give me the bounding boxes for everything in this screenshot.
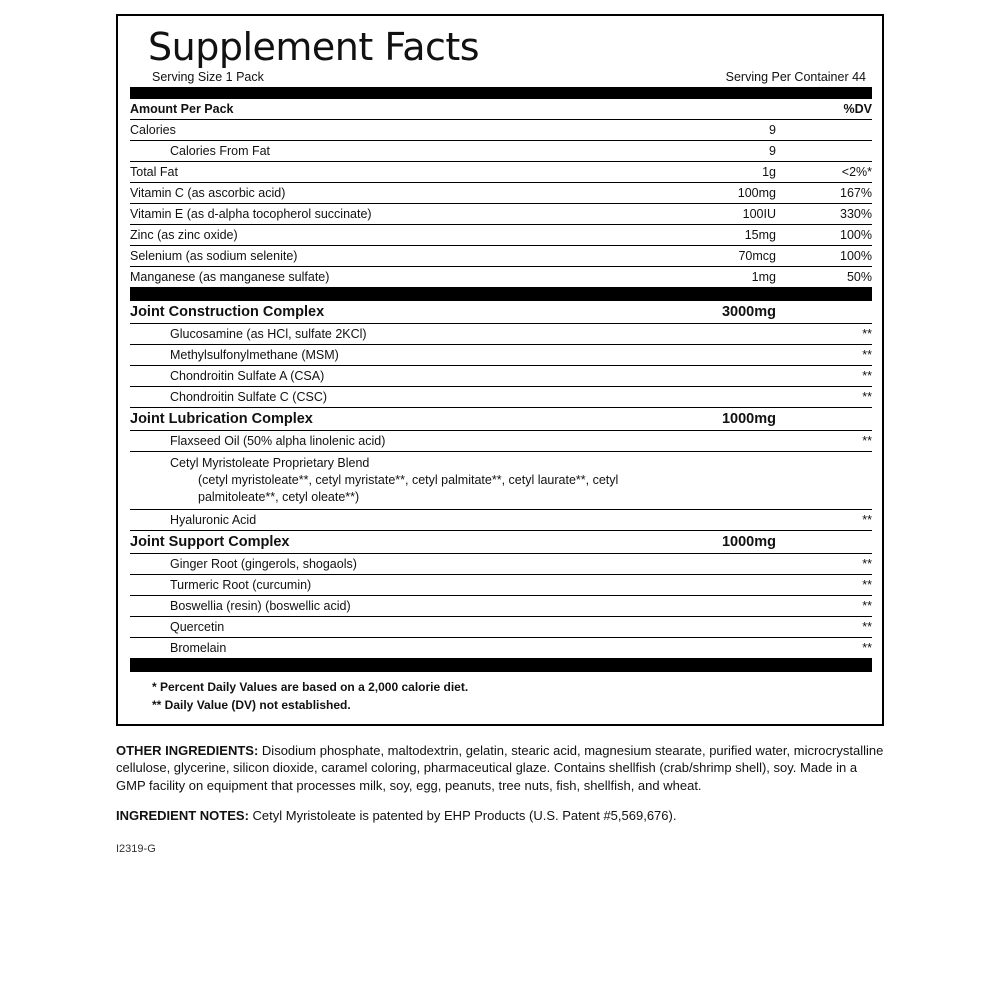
ingredient-name: Bromelain bbox=[170, 640, 227, 655]
ingredient-sublist: (cetyl myristoleate**, cetyl myristate**, cetyl palmitate**, cetyl laurate**, cetyl palmitoleate**, cetyl oleate**) bbox=[198, 472, 619, 504]
ingredient-amount bbox=[626, 574, 776, 595]
below-box-text bbox=[116, 742, 884, 826]
ingredient-dv: ** bbox=[776, 553, 872, 574]
group-amount: 3000mg bbox=[626, 301, 776, 324]
ingredient-dv: ** bbox=[776, 386, 872, 407]
table-row bbox=[130, 266, 872, 287]
ingredient-amount bbox=[626, 509, 776, 530]
table-row bbox=[130, 203, 872, 224]
table-row bbox=[130, 616, 872, 637]
table-row bbox=[130, 344, 872, 365]
ingredient-name: Cetyl Myristoleate Proprietary Blend bbox=[170, 455, 370, 470]
nutrient-name: Vitamin C (as ascorbic acid) bbox=[130, 182, 626, 203]
divider-bar-groups bbox=[130, 287, 872, 301]
supplement-facts-box bbox=[116, 14, 884, 726]
other-ingredients-label: OTHER INGREDIENTS: bbox=[116, 742, 259, 758]
table-row bbox=[130, 451, 872, 509]
divider-bar-footnotes bbox=[130, 658, 872, 672]
ingredient-dv: ** bbox=[776, 509, 872, 530]
document-code: I2319-G bbox=[116, 843, 156, 856]
ingredient-name: Hyaluronic Acid bbox=[130, 509, 626, 530]
table-row bbox=[130, 386, 872, 407]
table-row bbox=[130, 637, 872, 658]
nutrient-name: Total Fat bbox=[130, 161, 626, 182]
ingredient-dv: ** bbox=[776, 574, 872, 595]
serving-size: Serving Size 1 Pack bbox=[152, 69, 264, 84]
ingredient-dv bbox=[776, 451, 872, 509]
group-dv bbox=[776, 301, 872, 324]
table-row bbox=[130, 323, 872, 344]
nutrient-amount: 70mcg bbox=[626, 245, 776, 266]
nutrient-dv: 167% bbox=[776, 182, 872, 203]
ingredient-amount bbox=[626, 430, 776, 451]
ingredient-name: Chondroitin Sulfate A (CSA) bbox=[130, 365, 626, 386]
ingredient-name-with-sub bbox=[130, 451, 626, 509]
group-amount: 1000mg bbox=[626, 530, 776, 553]
table-row bbox=[130, 245, 872, 266]
nutrient-name: Vitamin E (as d-alpha tocopherol succinate) bbox=[130, 203, 626, 224]
table-row bbox=[130, 553, 872, 574]
nutrient-name: Calories From Fat bbox=[130, 140, 626, 161]
group-name: Joint Lubrication Complex bbox=[130, 407, 626, 430]
ingredient-name: Quercetin bbox=[130, 616, 626, 637]
table-header-row bbox=[130, 99, 872, 120]
ingredient-name: Flaxseed Oil (50% alpha linolenic acid) bbox=[130, 430, 626, 451]
nutrient-amount: 1mg bbox=[751, 269, 776, 284]
nutrient-dv bbox=[776, 119, 872, 140]
nutrient-amount: 1g bbox=[626, 161, 776, 182]
servings-per-container: Serving Per Container 44 bbox=[725, 69, 866, 84]
ingredient-dv: ** bbox=[862, 640, 872, 655]
group-header-row bbox=[130, 301, 872, 324]
amount-per-pack-header: Amount Per Pack bbox=[130, 99, 626, 120]
nutrient-dv: <2%* bbox=[776, 161, 872, 182]
ingredient-amount bbox=[626, 637, 776, 658]
ingredient-dv: ** bbox=[776, 323, 872, 344]
ingredient-dv: ** bbox=[776, 344, 872, 365]
nutrient-name: Selenium (as sodium selenite) bbox=[130, 245, 626, 266]
ingredient-dv: ** bbox=[776, 365, 872, 386]
ingredient-dv: ** bbox=[776, 430, 872, 451]
table-row bbox=[130, 161, 872, 182]
nutrient-dv: 100% bbox=[776, 224, 872, 245]
ingredient-amount bbox=[626, 595, 776, 616]
ingredient-name: Ginger Root (gingerols, shogaols) bbox=[130, 553, 626, 574]
ingredient-amount bbox=[626, 553, 776, 574]
table-row bbox=[130, 365, 872, 386]
table-row bbox=[130, 430, 872, 451]
group-name: Joint Support Complex bbox=[130, 530, 626, 553]
other-ingredients-text: Disodium phosphate, maltodextrin, gelatin, stearic acid, magnesium stearate, purified water, microcrystalline cellulose, glycerine, silicon dioxide, caramel coloring, pharmaceutical glaze. Contains shellfish (crab/shrimp shell), soy. Made in a GMP facility on equipment that processes milk, soy, egg, peanuts, tree nuts, fish, shellfish, and wheat. bbox=[116, 742, 884, 794]
ingredient-amount bbox=[626, 386, 776, 407]
nutrient-amount: 9 bbox=[626, 140, 776, 161]
ingredient-name: Methylsulfonylmethane (MSM) bbox=[130, 344, 626, 365]
nutrient-amount: 9 bbox=[626, 119, 776, 140]
ingredient-notes-label: INGREDIENT NOTES: bbox=[116, 808, 249, 824]
footnote-daily-value: * Percent Daily Values are based on a 2,000 calorie diet. bbox=[152, 679, 469, 694]
group-header-row bbox=[130, 407, 872, 430]
table-row bbox=[130, 140, 872, 161]
blend-table bbox=[130, 301, 872, 658]
table-row bbox=[130, 182, 872, 203]
group-header-row bbox=[130, 530, 872, 553]
divider-thick-top bbox=[130, 87, 872, 99]
nutrient-amount: 100IU bbox=[626, 203, 776, 224]
ingredient-amount bbox=[626, 616, 776, 637]
ingredient-notes-paragraph bbox=[116, 807, 884, 825]
nutrition-table bbox=[130, 99, 872, 287]
table-row bbox=[130, 574, 872, 595]
dv-column-header: %DV bbox=[776, 99, 872, 120]
nutrient-dv: 100% bbox=[776, 245, 872, 266]
table-row bbox=[130, 509, 872, 530]
ingredient-amount bbox=[626, 344, 776, 365]
ingredient-dv: ** bbox=[776, 595, 872, 616]
group-name: Joint Construction Complex bbox=[130, 301, 626, 324]
ingredient-amount bbox=[626, 365, 776, 386]
footnote-dv-not-established: ** Daily Value (DV) not established. bbox=[152, 697, 351, 712]
ingredient-notes-text: Cetyl Myristoleate is patented by EHP Products (U.S. Patent #5,569,676). bbox=[252, 808, 677, 824]
table-row bbox=[130, 595, 872, 616]
nutrient-name: Calories bbox=[130, 119, 626, 140]
ingredient-amount bbox=[626, 451, 776, 509]
nutrient-name: Zinc (as zinc oxide) bbox=[130, 224, 626, 245]
nutrient-amount: 15mg bbox=[626, 224, 776, 245]
other-ingredients-paragraph bbox=[116, 742, 884, 796]
nutrient-dv bbox=[776, 140, 872, 161]
ingredient-name: Chondroitin Sulfate C (CSC) bbox=[130, 386, 626, 407]
ingredient-name: Turmeric Root (curcumin) bbox=[130, 574, 626, 595]
nutrient-amount: 100mg bbox=[626, 182, 776, 203]
table-row bbox=[130, 224, 872, 245]
group-dv bbox=[776, 530, 872, 553]
footnotes bbox=[130, 672, 872, 718]
table-row bbox=[130, 119, 872, 140]
nutrient-dv: 50% bbox=[846, 269, 872, 284]
group-dv bbox=[776, 407, 872, 430]
ingredient-amount bbox=[626, 323, 776, 344]
nutrient-name: Manganese (as manganese sulfate) bbox=[130, 269, 330, 284]
amount-column-header bbox=[626, 99, 776, 120]
serving-info bbox=[152, 70, 866, 84]
group-amount: 1000mg bbox=[626, 407, 776, 430]
page-title: Supplement Facts bbox=[148, 25, 480, 69]
nutrient-dv: 330% bbox=[776, 203, 872, 224]
ingredient-dv: ** bbox=[776, 616, 872, 637]
ingredient-name: Glucosamine (as HCl, sulfate 2KCl) bbox=[130, 323, 626, 344]
ingredient-name: Boswellia (resin) (boswellic acid) bbox=[130, 595, 626, 616]
